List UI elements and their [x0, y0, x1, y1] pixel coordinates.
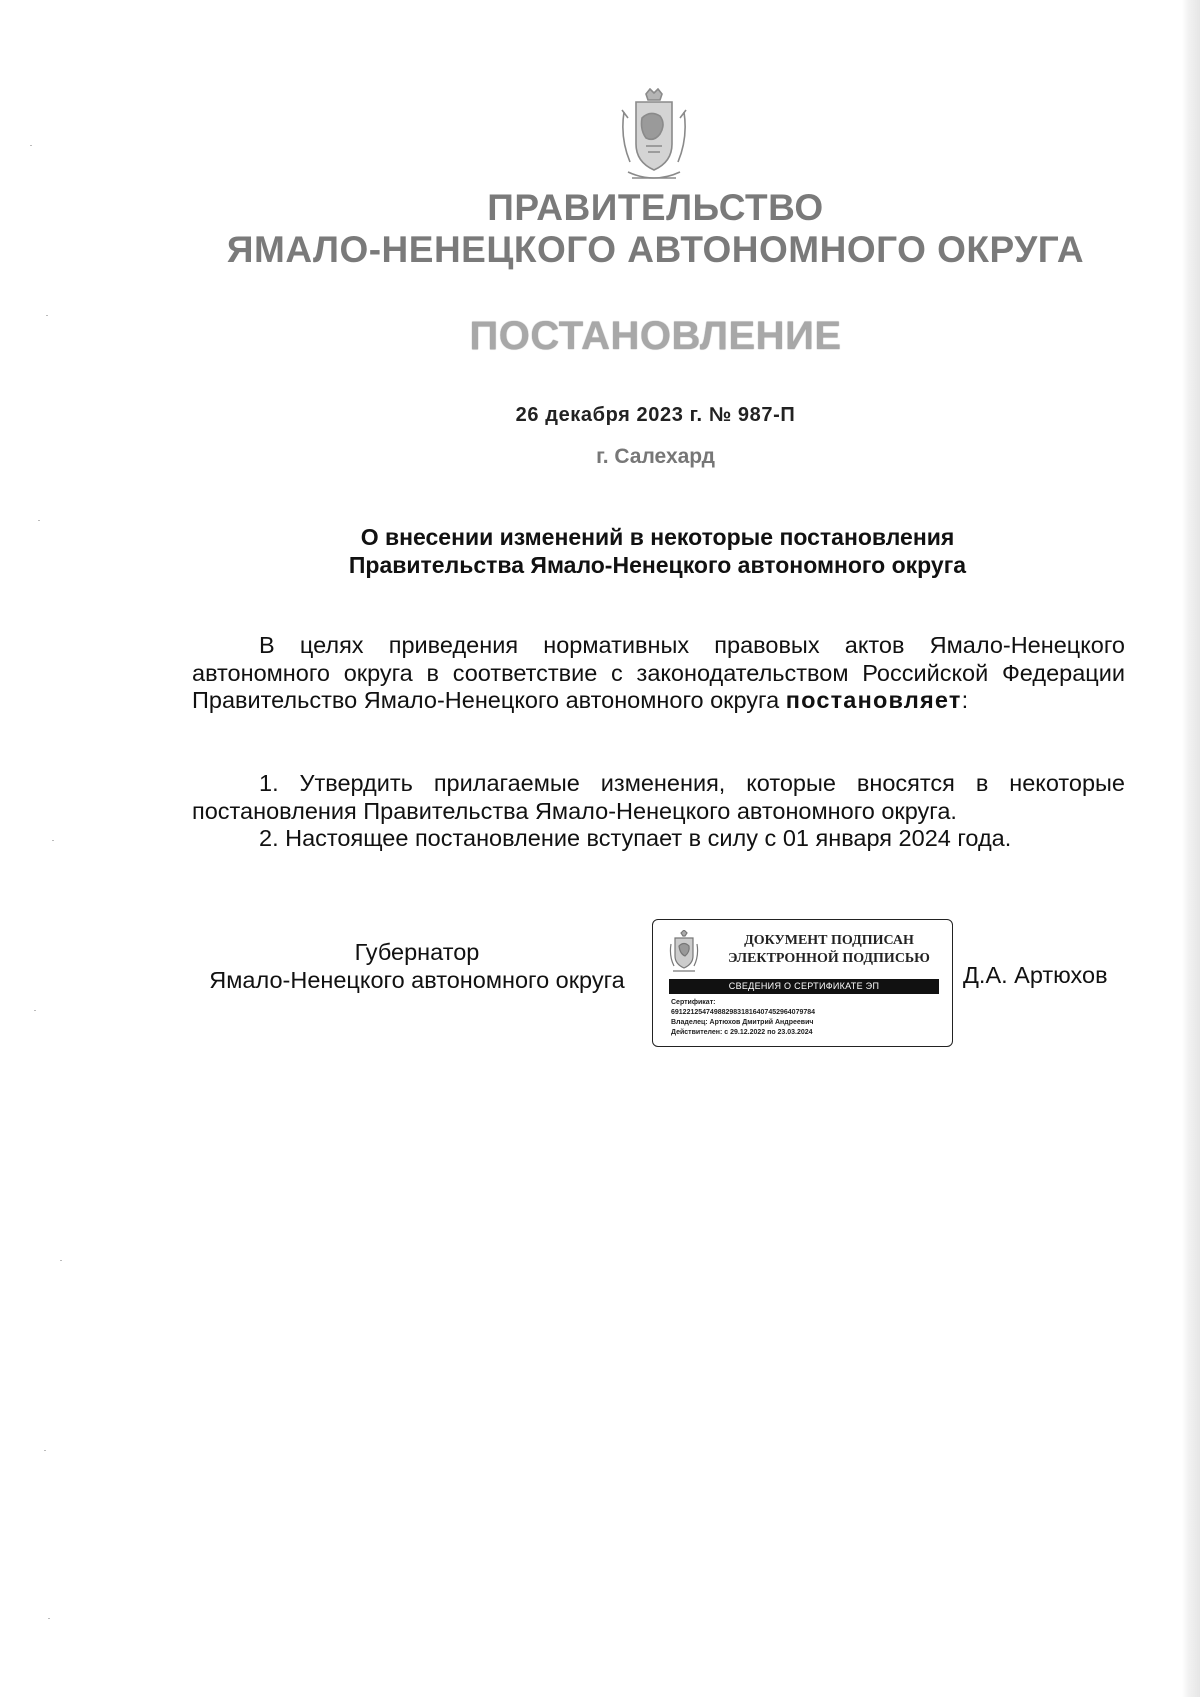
resolution-items	[192, 770, 1125, 853]
signatory-position	[192, 938, 642, 994]
stamp-validity: Действителен: с 29.12.2022 по 23.03.2024	[671, 1029, 813, 1036]
scan-speck	[44, 1450, 46, 1451]
stamp-certificate-number: 6912212547498829831816407452964079784	[671, 1009, 816, 1016]
org-name-line2: ЯМАЛО-НЕНЕЦКОГО АВТОНОМНОГО ОКРУГА	[226, 229, 1085, 270]
stamp-certificate-bar: СВЕДЕНИЯ О СЕРТИФИКАТЕ ЭП	[669, 979, 939, 994]
scan-speck	[60, 1260, 62, 1261]
preamble-text: В целях приведения нормативных правовых актов Ямало-Ненецкого автономного округа в соответствие с законодательством Российской Федерации Правительство Ямало-Ненецкого автономного округа	[192, 632, 1125, 713]
scan-speck	[48, 1618, 50, 1619]
stamp-emblem-icon	[669, 930, 699, 974]
scan-speck	[52, 840, 54, 841]
stamp-certificate-details	[671, 998, 947, 1038]
preamble-tail: :	[961, 687, 969, 713]
scan-speck	[30, 145, 32, 146]
resolution-item: 2. Настоящее постановление вступает в силу с 01 января 2024 года.	[259, 825, 1012, 851]
stamp-heading-line2: ЭЛЕКТРОННОЙ ПОДПИСЬЮ	[728, 951, 930, 966]
document-title-line1: О внесении изменений в некоторые постановления	[360, 524, 955, 550]
document-date-number: 26 декабря 2023 г. № 987-П	[515, 404, 796, 426]
e-signature-stamp	[652, 919, 953, 1047]
coat-of-arms-icon	[616, 88, 692, 186]
org-name-line1: ПРАВИТЕЛЬСТВО	[487, 187, 824, 228]
document-title	[0, 523, 1200, 579]
document-title-line2: Правительства Ямало-Ненецкого автономного округа	[348, 552, 967, 578]
preamble-paragraph	[192, 632, 1125, 715]
document-type: ПОСТАНОВЛЕНИЕ	[469, 314, 842, 358]
stamp-certificate-label: Сертификат:	[671, 999, 716, 1006]
stamp-owner: Владелец: Артюхов Дмитрий Андреевич	[671, 1019, 814, 1026]
signatory-position-line1: Губернатор	[354, 939, 480, 965]
resolution-item: 1. Утвердить прилагаемые изменения, которые вносятся в некоторые постановления Правительства Ямало-Ненецкого автономного округа.	[192, 770, 1125, 824]
scan-speck	[34, 1010, 36, 1011]
document-city: г. Салехард	[596, 445, 715, 468]
stamp-heading	[713, 932, 945, 968]
scan-speck	[38, 520, 40, 521]
signatory-name: Д.А. Артюхов	[963, 962, 1108, 988]
decision-word: постановляет	[785, 687, 962, 713]
signatory-position-line2: Ямало-Ненецкого автономного округа	[209, 967, 625, 993]
stamp-heading-line1: ДОКУМЕНТ ПОДПИСАН	[744, 933, 914, 948]
